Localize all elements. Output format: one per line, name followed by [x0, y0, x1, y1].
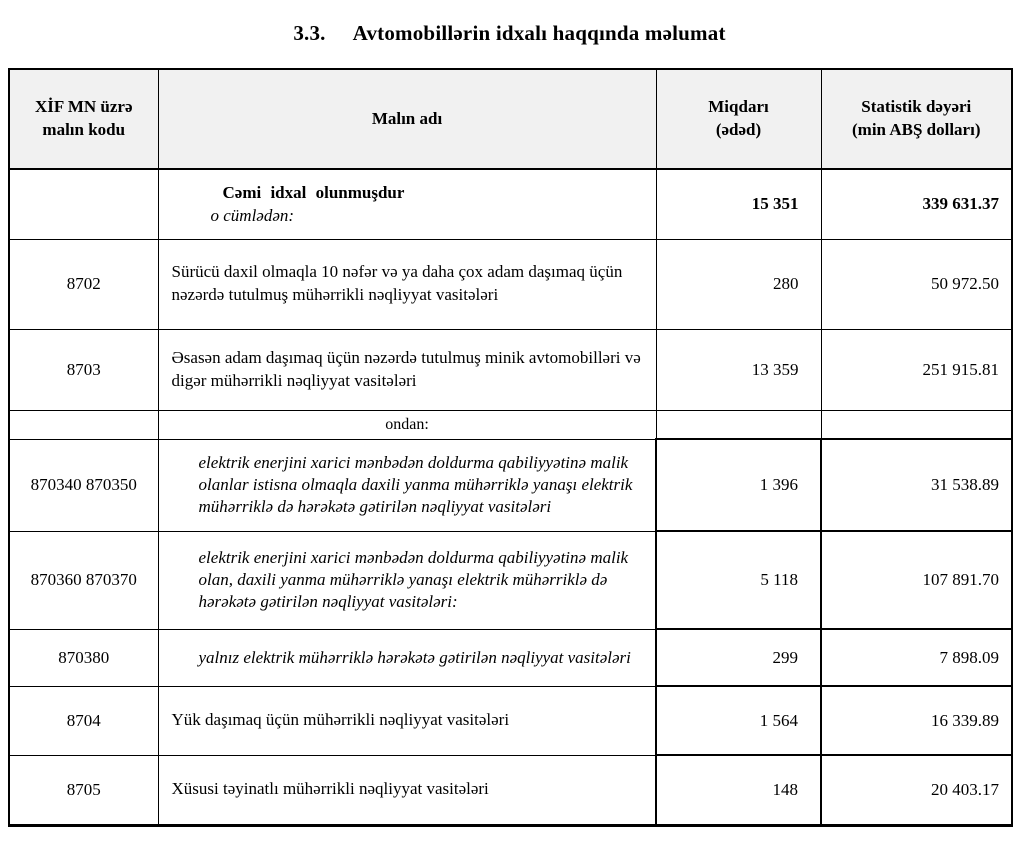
total-sublabel: o cümlədən:: [210, 205, 295, 225]
empty-code-cell: [9, 410, 158, 439]
table-row: [9, 686, 1012, 755]
commodity-name: Əsasən adam daşımaq üçün nəzərdə tutulmuş minik avtomobilləri və digər mühərrikli nəqliyyat vasitələri: [158, 329, 656, 410]
subsection-row: [9, 410, 1012, 439]
subsection-label: ondan:: [158, 410, 656, 439]
table-row: [9, 755, 1012, 825]
total-quantity: 15 351: [656, 169, 821, 239]
table-row: [9, 629, 1012, 686]
commodity-code: 8703: [9, 329, 158, 410]
total-name-cell: [158, 169, 656, 239]
commodity-code: 870380: [9, 629, 158, 686]
commodity-name: Xüsusi təyinatlı mühərrikli nəqliyyat vasitələri: [158, 755, 656, 825]
commodity-name: elektrik enerjini xarici mənbədən doldurma qabiliyyətinə malik olan, daxili yanma mühərriklə yanaşı elektrik mühərriklə də hərəkətə gətirilən nəqliyyat vasitələri:: [158, 531, 656, 629]
quantity-value: 1 396: [656, 439, 821, 531]
statistical-value: 251 915.81: [821, 329, 1012, 410]
section-number: 3.3.: [293, 21, 326, 45]
commodity-code: 8705: [9, 755, 158, 825]
commodity-name: Yük daşımaq üçün mühərrikli nəqliyyat vasitələri: [158, 686, 656, 755]
total-value: 339 631.37: [821, 169, 1012, 239]
empty-quantity-cell: [656, 410, 821, 439]
commodity-name: Sürücü daxil olmaqla 10 nəfər və ya daha çox adam daşımaq üçün nəzərdə tutulmuş mühərrikli nəqliyyat vasitələri: [158, 239, 656, 329]
statistical-value: 7 898.09: [821, 629, 1012, 686]
statistical-value: 50 972.50: [821, 239, 1012, 329]
table-row: [9, 531, 1012, 629]
statistical-value: 31 538.89: [821, 439, 1012, 531]
import-table: [8, 68, 1013, 827]
section-title-text: Avtomobillərin idxalı haqqında məlumat: [352, 21, 726, 45]
total-label: Cəmi idxal olunmuşdur: [222, 182, 405, 202]
commodity-name: yalnız elektrik mühərriklə hərəkətə gətirilən nəqliyyat vasitələri: [158, 629, 656, 686]
table-row: [9, 439, 1012, 531]
quantity-value: 5 118: [656, 531, 821, 629]
quantity-value: 148: [656, 755, 821, 825]
quantity-value: 280: [656, 239, 821, 329]
header-commodity-name: Malın adı: [158, 69, 656, 169]
total-row: [9, 169, 1012, 239]
commodity-code: 8704: [9, 686, 158, 755]
total-code-cell: [9, 169, 158, 239]
quantity-value: 1 564: [656, 686, 821, 755]
statistical-value: 107 891.70: [821, 531, 1012, 629]
statistical-value: 20 403.17: [821, 755, 1012, 825]
header-commodity-code: XİF MN üzrə malın kodu: [9, 69, 158, 169]
commodity-code: 8702: [9, 239, 158, 329]
header-quantity: Miqdarı (ədəd): [656, 69, 821, 169]
commodity-name: elektrik enerjini xarici mənbədən doldurma qabiliyyətinə malik olanlar istisna olmaqla daxili yanma mühərriklə yanaşı elektrik mühərriklə də hərəkətə gətirilən nəqliyyat vasitələri: [158, 439, 656, 531]
commodity-code: 870360 870370: [9, 531, 158, 629]
empty-value-cell: [821, 410, 1012, 439]
quantity-value: 13 359: [656, 329, 821, 410]
commodity-code: 870340 870350: [9, 439, 158, 531]
header-statistical-value: Statistik dəyəri (min ABŞ dolları): [821, 69, 1012, 169]
table-row: [9, 239, 1012, 329]
table-row: [9, 329, 1012, 410]
table-header-row: [9, 69, 1012, 169]
quantity-value: 299: [656, 629, 821, 686]
section-title: [0, 0, 1019, 46]
statistical-value: 16 339.89: [821, 686, 1012, 755]
